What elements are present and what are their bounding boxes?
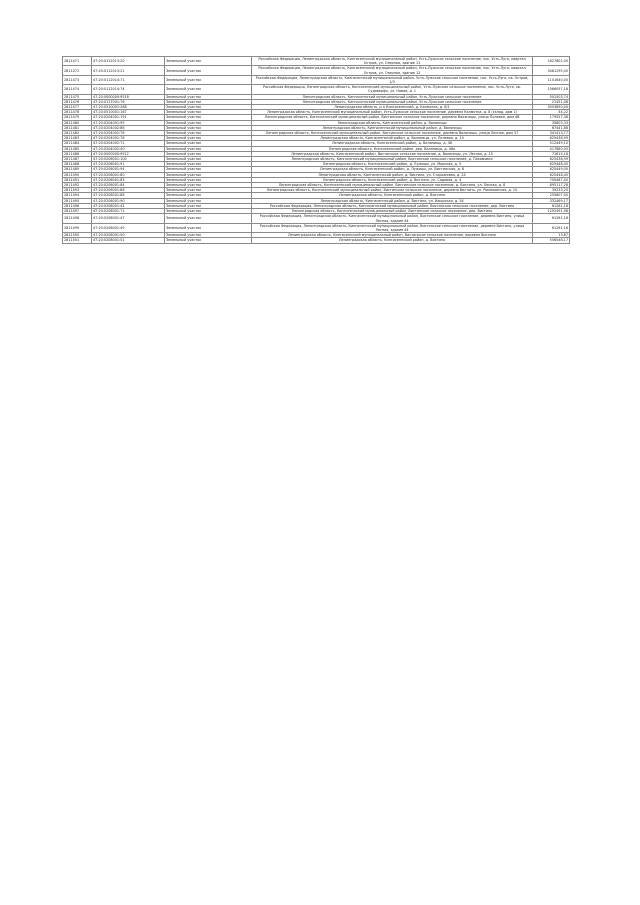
row-number-cell: 2811498 (63, 214, 92, 223)
row-number-cell: 2811486 (63, 151, 92, 156)
cadastral-number-cell: 47:20:0206001:100 (92, 157, 165, 162)
row-number-cell: 2811479 (63, 115, 92, 120)
object-type-cell: Земельный участок (165, 141, 252, 146)
object-type-cell: Земельный участок (165, 177, 252, 182)
row-number-cell: 2811482 (63, 131, 92, 136)
address-cell: Российская Федерация, Ленинградская область, Кингисеппский муниципальный район, Вистинское сельское поселение, деревня Вистино, улица Лесная, здание 44 (252, 214, 533, 223)
row-number-cell: 2811481 (63, 125, 92, 130)
object-type-cell: Земельный участок (165, 157, 252, 162)
row-number-cell: 2811474 (63, 85, 92, 94)
address-cell: Ленинградская область, Кингисеппский муниципальный район, Вистинское сельское поселение, деревня Валяницы, улица Лесная, дом 37 (252, 131, 533, 136)
value-cell: 417880,05 (533, 146, 570, 151)
row-number-cell: 2811471 (63, 57, 92, 66)
row-number-cell: 2811485 (63, 146, 92, 151)
row-number-cell: 2811492 (63, 183, 92, 188)
value-cell: 61261,18 (533, 223, 570, 232)
value-cell: 1066057,18 (533, 85, 570, 94)
address-cell: Ленинградская область, Кингисеппский муниципальный район, Усть-Лужское сельское поселение (252, 94, 533, 99)
value-cell: 512449,10 (533, 141, 570, 146)
cadastral-number-cell: 47:20:0208001:49 (92, 223, 165, 232)
cadastral-number-cell: 47:20:0208001:50 (92, 233, 165, 238)
row-number-cell: 2811477 (63, 105, 92, 110)
cadastral-number-cell: 47:20:0208001:71 (92, 209, 165, 214)
row-number-cell: 2811476 (63, 99, 92, 104)
value-cell: 625438,99 (533, 157, 570, 162)
cadastral-number-cell: 47:20:0117001:76 (92, 99, 165, 104)
value-cell: 71815,18 (533, 151, 570, 156)
object-type-cell: Земельный участок (165, 238, 252, 243)
cadastral-number-cell: 47:20:0206001:88 (92, 193, 165, 198)
table-row (63, 238, 570, 243)
value-cell: 39233,20 (533, 188, 570, 193)
address-cell: Ленинградская область, р-н Кингисеппский, д. Калмотка, д. 8/1 (252, 105, 533, 110)
row-number-cell: 2811483 (63, 136, 92, 141)
row-number-cell: 2811488 (63, 162, 92, 167)
address-cell: Ленинградская область, Кингисеппский район, д. Валяницы, ул. Полевая, д. 14 (252, 136, 533, 141)
address-cell: Ленинградская область, Кингисеппский район, д. Вистино, ул. Садовая, д. 4 (252, 177, 533, 182)
value-cell: 35803,33 (533, 120, 570, 125)
cadastral-number-cell: 47:20:0510001:167 (92, 110, 165, 115)
value-cell: 625448,00 (533, 162, 570, 167)
cadastral-number-cell: 47:20:0112014:74 (92, 85, 165, 94)
address-cell: Ленинградская область, Кингисеппский муниципальный район, Вистинское сельское поселение, д. Вистино, ул. Лесная, д. 8 (252, 183, 533, 188)
object-type-cell: Земельный участок (165, 193, 252, 198)
address-cell: Ленинградская область, Кингисеппский район, Вистинское сельское поселение, д. Валяницы, ул. Лесная, д. 15 (252, 151, 533, 156)
address-cell: Ленинградская область, Кингисеппский муниципальный район, Усть-Лужское сельское поселение (252, 99, 533, 104)
address-cell: Российская Федерация, Ленинградская область, Кингисеппский муниципальный район, Вистинское сельское поселение, деревня Вистино, улица Лесная, здание 44 (252, 223, 533, 232)
row-number-cell: 2811490 (63, 172, 92, 177)
cadastral-register-table (62, 56, 570, 244)
object-type-cell: Земельный участок (165, 94, 252, 99)
cadastral-number-cell: 47:20:0510001:268 (92, 105, 165, 110)
row-number-cell: 2811494 (63, 193, 92, 198)
row-number-cell: 2811497 (63, 209, 92, 214)
address-cell: Ленинградская область, Кингисеппский район, д. Лужицы, ул. Морская, д. 5 (252, 162, 533, 167)
cadastral-number-cell: 47:20:0206001:94 (92, 167, 165, 172)
object-type-cell: Земельный участок (165, 223, 252, 232)
object-type-cell: Земельный участок (165, 188, 252, 193)
cadastral-number-cell: 47:20:0204002:76 (92, 131, 165, 136)
object-type-cell: Земельный участок (165, 105, 252, 110)
cadastral-number-cell: 47:20:0112013:21 (92, 66, 165, 75)
object-type-cell: Земельный участок (165, 198, 252, 203)
object-type-cell: Земельный участок (165, 233, 252, 238)
cadastral-number-cell: 47:20:0112014:71 (92, 75, 165, 84)
row-number-cell: 2811489 (63, 167, 92, 172)
table-row (63, 223, 570, 232)
address-cell: Ленинградская область, Кингисеппский район, д. Лужицы, ул. Вистинская, д. 8 (252, 167, 533, 172)
row-number-cell: 2811475 (63, 94, 92, 99)
row-number-cell: 2811493 (63, 188, 92, 193)
address-cell: Ленинградская область, Кингисеппский район, д. Валяницы (252, 120, 533, 125)
cadastral-number-cell: 47:20:0000000:9512 (92, 151, 165, 156)
address-cell: Ленинградская область, Кингисеппский муниципальный район, Вистинское сельское поселение, деревня Вистино, ул. Романовская, д. 10 (252, 188, 533, 193)
object-type-cell: Земельный участок (165, 120, 252, 125)
row-number-cell: 2811478 (63, 110, 92, 115)
value-cell: 61261,18 (533, 214, 570, 223)
address-cell: Российская Федерация, Ленинградская область, Кингисеппский муниципальный район, Вистинское сельское поселение, дер. Вистино (252, 203, 533, 208)
cadastral-number-cell: 47:20:0206001:80 (92, 172, 165, 177)
value-cell: 759487,40 (533, 177, 570, 182)
cadastral-number-cell: 47:20:0206001:90 (92, 198, 165, 203)
row-number-cell: 2811480 (63, 120, 92, 125)
value-cell: 332469,17 (533, 198, 570, 203)
object-type-cell: Земельный участок (165, 151, 252, 156)
cadastral-number-cell: 47:20:0204002:86 (92, 125, 165, 130)
object-type-cell: Земельный участок (165, 66, 252, 75)
row-number-cell: 2811484 (63, 141, 92, 146)
address-cell: Ленинградская область, Кингисеппский муниципальный район, Усть-Лужское сельское поселение, деревня Калмотка, д. 8 (склад, дом 1) (252, 110, 533, 115)
object-type-cell: Земельный участок (165, 85, 252, 94)
value-cell: 625448,40 (533, 172, 570, 177)
row-number-cell: 2811495 (63, 198, 92, 203)
object-type-cell: Земельный участок (165, 99, 252, 104)
address-cell: Ленинградская область, Кингисеппский муниципальный район, Вистинское сельское поселение, дер. Вистино (252, 209, 533, 214)
table-row (63, 66, 570, 75)
cadastral-number-cell: 47:20:0208001:47 (92, 214, 165, 223)
row-number-cell: 2811501 (63, 238, 92, 243)
cadastral-number-cell: 47:20:0204002:40 (92, 146, 165, 151)
row-number-cell: 2811473 (63, 75, 92, 84)
object-type-cell: Земельный участок (165, 131, 252, 136)
cadastral-number-cell: 47:20:0206001:83 (92, 177, 165, 182)
row-number-cell: 2811500 (63, 233, 92, 238)
value-cell: 625449,00 (533, 167, 570, 172)
address-cell: Ленинградская область, Кингисеппский район, д. Вистино (252, 238, 533, 243)
row-number-cell: 2811472 (63, 66, 92, 75)
value-cell: 625438,99 (533, 136, 570, 141)
value-cell: 1292491,98 (533, 209, 570, 214)
cadastral-number-cell: 47:20:0000000:9518 (92, 94, 165, 99)
object-type-cell: Земельный участок (165, 162, 252, 167)
cadastral-number-cell: 47:20:0208001:51 (92, 238, 165, 243)
value-cell: 44,22 (533, 110, 570, 115)
object-type-cell: Земельный участок (165, 75, 252, 84)
row-number-cell: 2811487 (63, 157, 92, 162)
address-cell: Ленинградская область, Кингисеппский район, д. Вистино (252, 193, 533, 198)
object-type-cell: Земельный участок (165, 183, 252, 188)
table-row (63, 214, 570, 223)
cadastral-number-cell: 47:20:0204002:71 (92, 141, 165, 146)
object-type-cell: Земельный участок (165, 167, 252, 172)
cadastral-number-cell: 47:20:0208001:41 (92, 203, 165, 208)
cadastral-number-cell: 47:20:0112013:20 (92, 57, 165, 66)
address-cell: Ленинградская область, Кингисеппский муниципальный район, д. Валяницы (252, 125, 533, 130)
value-cell: 255607,00 (533, 193, 570, 198)
value-cell: 341413,77 (533, 131, 570, 136)
address-cell: Ленинградская область, Кингисеппский муниципальный район, Вистинское сельское поселение, деревня Валяницы, улица Полевая, дом 48 (252, 115, 533, 120)
address-cell: Ленинградская область, Кингисеппский муниципальный район, Вистинское сельское поселение, деревня Вистино (252, 233, 533, 238)
row-number-cell: 2811496 (63, 203, 92, 208)
address-cell: Ленинградская область, Кингисеппский район, д. Валяницы, д. 46 (252, 141, 533, 146)
cadastral-number-cell: 47:20:0206001:86 (92, 188, 165, 193)
value-cell: 179557,38 (533, 115, 570, 120)
address-cell: Российская Федерация, Ленинградская область, Кингисеппский муниципальный район, Усть-Лужское сельское поселение, пос. Усть-Луга, квартал Остров, ул. Озерная, здание 11 (252, 57, 533, 66)
object-type-cell: Земельный участок (165, 57, 252, 66)
value-cell: 61261,18 (533, 203, 570, 208)
value-cell: 3481295,00 (533, 66, 570, 75)
object-type-cell: Земельный участок (165, 146, 252, 151)
value-cell: 895117,28 (533, 183, 570, 188)
address-cell: Ленинградская область, Кингисеппский район, дер. Валяницы, д. 48а (252, 146, 533, 151)
row-number-cell: 2811491 (63, 177, 92, 182)
value-cell: 556548,17 (533, 238, 570, 243)
table-row (63, 57, 570, 66)
object-type-cell: Земельный участок (165, 136, 252, 141)
cadastral-number-cell: 47:20:0204001:191 (92, 115, 165, 120)
cadastral-number-cell: 47:20:0204001:76 (92, 136, 165, 141)
value-cell: 67441,88 (533, 125, 570, 130)
object-type-cell: Земельный участок (165, 125, 252, 130)
address-cell: Ленинградская область, Кингисеппский муниципальный район, Вистинское сельское поселение, д. Пахомовка (252, 157, 533, 162)
address-cell: Российская Федерация, Ленинградская область, Кингисеппский муниципальный район, Усть-Лужское сельское поселение, пос. Усть-Луга, кв. Остров, 1/3 (252, 75, 533, 84)
value-cell: 1101640,00 (533, 75, 570, 84)
address-cell: Ленинградская область, Кингисеппский район, д. Вистино, ул. Ижорская, д. 54 (252, 198, 533, 203)
cadastral-number-cell: 47:20:0204001:95 (92, 120, 165, 125)
value-cell: 501503,74 (533, 94, 570, 99)
table-row (63, 75, 570, 84)
address-cell: Российская Федерация, Ленинградская область, Кингисеппский муниципальный район, Усть-Лужское сельское поселение, пос. Усть-Луга, квартал Остров, ул. Озерная, здание 12 (252, 66, 533, 75)
table-row (63, 85, 570, 94)
value-cell: 13,87 (533, 233, 570, 238)
value-cell: 3053890,00 (533, 105, 570, 110)
address-cell: Ленинградская область, Кингисеппский район, д. Вистино, ул. Сторожевая, д. 24 (252, 172, 533, 177)
object-type-cell: Земельный участок (165, 115, 252, 120)
address-cell: Российская Федерация, Ленинградская область, Кингисеппский муниципальный район, Усть-Лужское сельское поселение, пос. Усть-Луга, кв. Судоверфь, ул. Новая, д. 1 (252, 85, 533, 94)
object-type-cell: Земельный участок (165, 209, 252, 214)
cadastral-number-cell: 47:20:0206001:84 (92, 183, 165, 188)
object-type-cell: Земельный участок (165, 214, 252, 223)
object-type-cell: Земельный участок (165, 203, 252, 208)
object-type-cell: Земельный участок (165, 110, 252, 115)
row-number-cell: 2811499 (63, 223, 92, 232)
value-cell: 1827801,00 (533, 57, 570, 66)
object-type-cell: Земельный участок (165, 172, 252, 177)
register-table-body (63, 57, 570, 244)
cadastral-number-cell: 47:20:0206001:91 (92, 162, 165, 167)
value-cell: 21451,08 (533, 99, 570, 104)
